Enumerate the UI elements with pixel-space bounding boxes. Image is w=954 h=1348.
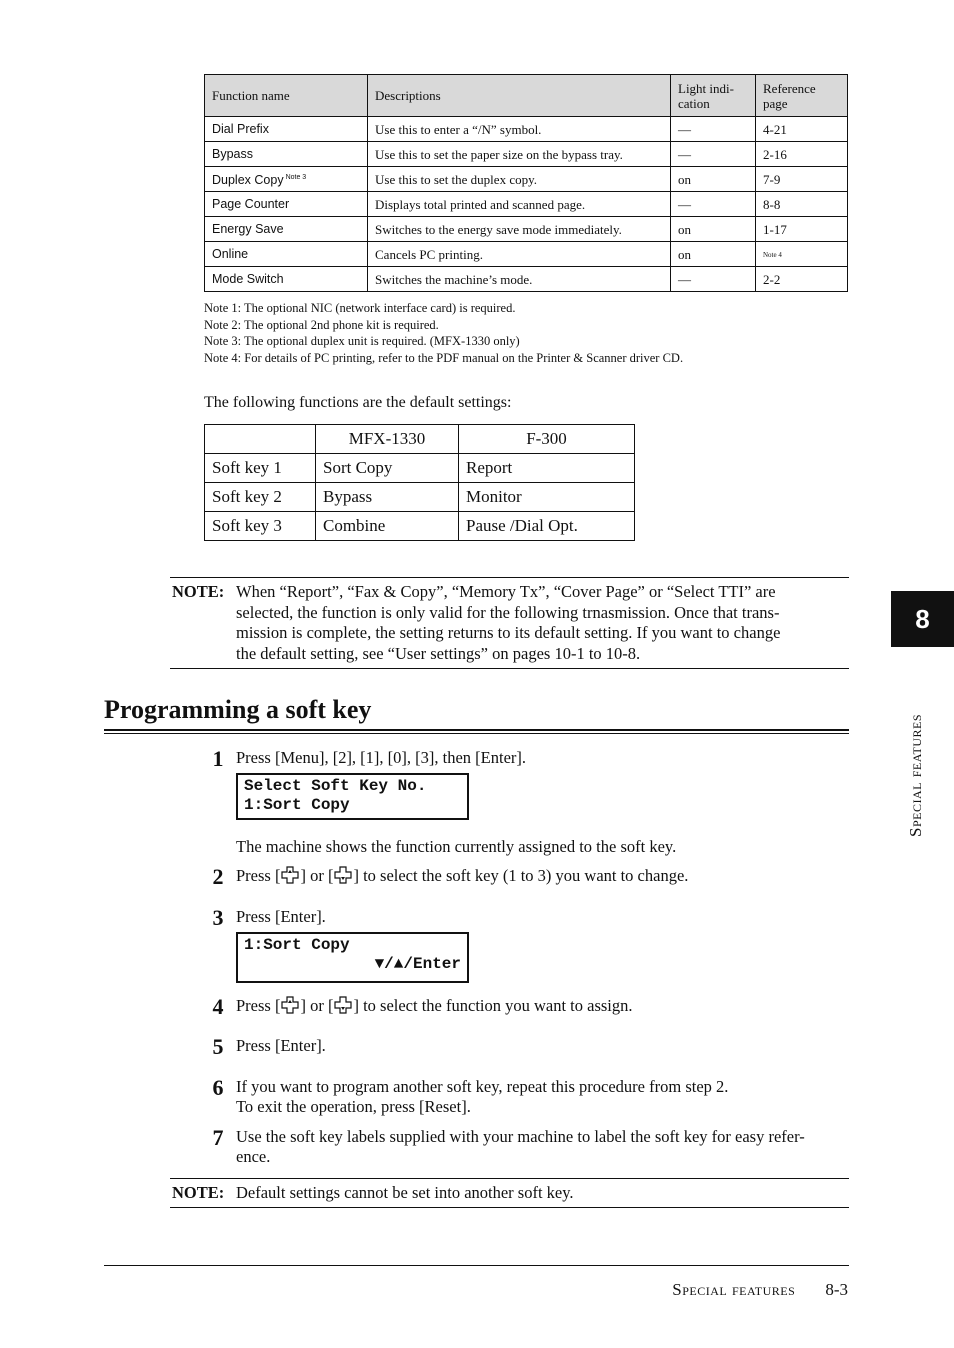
function-description: Switches the machine’s mode. [368, 267, 671, 292]
function-name: Online [205, 242, 368, 267]
header-light-indication: Light indi- cation [671, 75, 756, 117]
table-row [205, 267, 848, 292]
lcd-line: Select Soft Key No. [244, 777, 427, 795]
note-line: the default setting, see “User settings” on pages 10-1 to 10-8. [236, 643, 641, 663]
light-indication: — [671, 267, 756, 292]
mfx-value: Sort Copy [316, 454, 459, 483]
footer-rule [104, 1265, 849, 1266]
cursor-key-icon [280, 866, 300, 889]
function-name: Page Counter [205, 192, 368, 217]
section-title: Programming a soft key [104, 695, 372, 724]
chapter-section-label: Special features [906, 713, 925, 837]
function-description: Use this to enter a “/N” symbol. [368, 117, 671, 142]
step-text: Press [Enter]. [236, 907, 326, 926]
step-text-part: ] to select the soft key (1 to 3) you want to change. [353, 866, 689, 885]
footnote-ref: Note 3 [285, 174, 307, 181]
soft-key-label: Soft key 1 [205, 454, 316, 483]
reference-page: 1-17 [756, 217, 848, 242]
table-row [205, 242, 848, 267]
function-description: Cancels PC printing. [368, 242, 671, 267]
heading-rule [104, 729, 849, 731]
step-text: Press [Menu], [2], [1], [0], [3], then [Enter]. [236, 748, 527, 767]
step-text-part: Press [ [236, 866, 281, 885]
reference-page: 8-8 [756, 192, 848, 217]
lcd-display [236, 932, 469, 983]
defaults-table-header [205, 425, 635, 454]
heading-rule-thin [104, 733, 849, 734]
step-number: 4 [212, 994, 224, 1019]
defaults-table [204, 424, 635, 541]
light-indication: on [671, 217, 756, 242]
light-indication: — [671, 192, 756, 217]
mfx-value: Combine [316, 512, 459, 541]
table-row [205, 117, 848, 142]
step-line: ence. [236, 1147, 271, 1166]
function-description: Use this to set the duplex copy. [368, 167, 671, 192]
note-text [236, 582, 780, 664]
table-note: Note 1: The optional NIC (network interface card) is required. [204, 301, 516, 315]
step-text [236, 1077, 728, 1117]
table-row [205, 483, 635, 512]
note-text: Default settings cannot be set into another soft key. [236, 1183, 574, 1202]
table-note: Note 2: The optional 2nd phone kit is required. [204, 317, 439, 332]
note-top-rule [170, 577, 849, 578]
f300-value: Monitor [459, 483, 635, 512]
defaults-intro: The following functions are the default settings: [204, 394, 512, 411]
function-table-header [205, 75, 848, 117]
lcd-line: 1:Sort Copy [244, 796, 350, 814]
table-row [205, 217, 848, 242]
note-label: NOTE: [172, 582, 225, 601]
header-mfx-1330: MFX-1330 [316, 425, 459, 454]
table-row [205, 192, 848, 217]
function-name: Energy Save [205, 217, 368, 242]
lcd-line: ▼/▲/Enter [374, 955, 461, 973]
function-description: Switches to the energy save mode immediately. [368, 217, 671, 242]
step-number: 1 [212, 746, 224, 771]
header-function-name: Function name [205, 75, 368, 117]
step-number: 2 [212, 864, 224, 889]
step-text-part: ] to select the function you want to assign. [353, 996, 633, 1015]
step-text [236, 866, 688, 889]
function-description: Displays total printed and scanned page. [368, 192, 671, 217]
header-descriptions: Descriptions [368, 75, 671, 117]
cursor-key-icon [280, 996, 300, 1019]
function-name: Dial Prefix [205, 117, 368, 142]
table-row [205, 512, 635, 541]
chapter-tab: 8 [891, 591, 954, 647]
soft-key-label: Soft key 2 [205, 483, 316, 512]
header-reference-page: Reference page [756, 75, 848, 117]
function-name: Mode Switch [205, 267, 368, 292]
step-text-part: ] or [ [300, 866, 334, 885]
light-indication: — [671, 117, 756, 142]
soft-key-label: Soft key 3 [205, 512, 316, 541]
step-text: Press [Enter]. [236, 1036, 326, 1055]
header-f-300: F-300 [459, 425, 635, 454]
table-notes [204, 300, 683, 366]
step-line: If you want to program another soft key, repeat this procedure from step 2. [236, 1077, 729, 1096]
function-name: Bypass [205, 142, 368, 167]
step-text-part: ] or [ [300, 996, 334, 1015]
note-line: selected, the function is only valid for the following trnasmission. Once that trans- [236, 602, 780, 622]
function-table [204, 74, 848, 292]
reference-page: 7-9 [756, 167, 848, 192]
step-number: 5 [212, 1034, 224, 1059]
step-line: To exit the operation, press [Reset]. [236, 1097, 471, 1116]
page-footer [672, 1280, 848, 1300]
note-bottom-rule [170, 668, 849, 669]
function-description: Use this to set the paper size on the bypass tray. [368, 142, 671, 167]
lcd-display [236, 773, 469, 820]
cursor-key-icon [333, 866, 353, 889]
reference-page: 4-21 [756, 117, 848, 142]
light-indication: — [671, 142, 756, 167]
table-note: Note 3: The optional duplex unit is required. (MFX-1330 only) [204, 334, 520, 348]
f300-value: Report [459, 454, 635, 483]
reference-page-cell [756, 242, 848, 267]
step-text-part: Press [ [236, 996, 281, 1015]
step-line: Use the soft key labels supplied with your machine to label the soft key for easy refer- [236, 1127, 805, 1146]
note-line: mission is complete, the setting returns to its default setting. If you want to change [236, 623, 781, 642]
lcd-line: 1:Sort Copy [244, 936, 350, 954]
note-label: NOTE: [172, 1183, 225, 1202]
light-indication: on [671, 242, 756, 267]
table-note: Note 4: For details of PC printing, refer to the PDF manual on the Printer & Scanner driver CD. [204, 350, 684, 365]
function-name: Duplex Copy [212, 173, 284, 187]
reference-page: 2-2 [756, 267, 848, 292]
f300-value: Pause /Dial Opt. [459, 512, 635, 541]
table-row [205, 454, 635, 483]
mfx-value: Bypass [316, 483, 459, 512]
step-number: 6 [212, 1075, 224, 1100]
header-blank [205, 425, 316, 454]
step-number: 7 [212, 1125, 224, 1150]
step-text [236, 1127, 805, 1167]
step-number: 3 [212, 905, 224, 930]
table-row [205, 167, 848, 192]
note-top-rule [170, 1178, 849, 1179]
step-text [236, 996, 633, 1019]
page-number: 8-3 [825, 1280, 848, 1299]
footer-section: Special features [672, 1280, 796, 1299]
cursor-key-icon [333, 996, 353, 1019]
reference-page: Note 4 [763, 251, 782, 259]
step-note: The machine shows the function currently assigned to the soft key. [236, 837, 677, 856]
function-name-cell [205, 167, 368, 192]
table-row [205, 142, 848, 167]
light-indication: on [671, 167, 756, 192]
reference-page: 2-16 [756, 142, 848, 167]
note-bottom-rule [170, 1207, 849, 1208]
note-line: When “Report”, “Fax & Copy”, “Memory Tx”, “Cover Page” or “Select TTI” are [236, 582, 776, 601]
